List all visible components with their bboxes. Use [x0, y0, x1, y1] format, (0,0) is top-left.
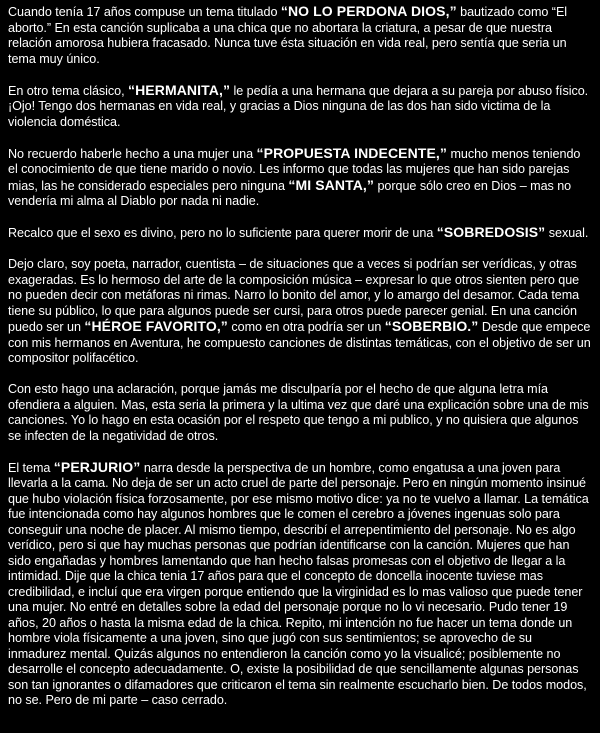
text-span: En otro tema clásico,	[8, 83, 128, 98]
song-title-perjurio: “PERJURIO”	[53, 458, 141, 475]
text-span: narra desde la perspectiva de un hombre, como engatusa a una joven para llevarla a la cama. No deja de ser un acto cruel de parte del personaje. Pero en ningún momento insinué que hubo violación física forzosamente, por ese mismo motivo dice: ya no te vuelvo a llamar. La temática fue intencionada como hay algunos hombres que le comen el cerebro a jóvenes ingenuas solo para conseguir una noche de placer. Al mismo tiempo, describí el arrepentimiento del personaje. No es algo verídico, pero si que hay muchas personas que podrían identificarse con la canción. Mujeres que han sido engañadas y hombres lamentando que han hecho falsas promesas con el objetivo de llegar a la intimidad. Dije que la chica tenia 17 años para que el concepto de doncella inocente tuviese mas credibilidad, e incluí que era virgen porque entiendo que la virginidad es lo mas valioso que puede tener una mujer. No entré en detalles sobre la edad del personaje porque no lo vi necesario. Pudo tener 19 años, 20 años o hasta la misma edad de la chica. Repito, mi intención no fue hacer un tema donde un hombre viola físicamente a una joven, sino que jugó con sus sentimientos; se aprovecho de su inmadurez mental. Quizás algunos no entendieron la canción como yo la visualicé; posiblemente no desarrolle el concepto adecuadamente. O, existe la posibilidad de que sencillamente algunas personas son tan ignorantes o difamadores que criticaron el tema sin realmente escucharlo bien. De todos modos, no se. Pero de mi parte – caso cerrado.	[8, 460, 589, 707]
song-title-sobredosis: “SOBREDOSIS”	[436, 224, 546, 240]
paragraph-7	[8, 460, 592, 709]
song-title-soberbio: “SOBERBIO.”	[384, 318, 479, 334]
text-span: El tema	[8, 460, 54, 475]
paragraph-6	[8, 382, 592, 444]
text-span: Cuando tenía 17 años compuse un tema titulado	[8, 5, 281, 19]
text-span: Desde que empece con mis hermanos en Aventura, he compuesto canciones de distintas temáticas, con el objetivo de ser un compositor polifacético.	[8, 320, 591, 365]
song-title-heroe-favorito: “HÉROE FAVORITO,”	[84, 318, 228, 334]
paragraph-4	[8, 225, 592, 242]
text-span: No recuerdo haberle hecho a una mujer una	[8, 146, 257, 161]
song-title-no-lo-perdona-dios: “NO LO PERDONA DIOS,”	[280, 3, 457, 19]
text-span: le pedía a una hermana que dejara a su pareja por abuso físico. ¡Ojo! Tengo dos hermanas en vida real, y gracias a Dios ninguna de las dos han sido victima de la violencia doméstica.	[8, 83, 589, 129]
text-span: sexual.	[545, 226, 589, 240]
paragraph-3	[8, 146, 592, 210]
text-span: Con esto hago una aclaración, porque jamás me disculparía por el hecho de que alguna letra mía ofendiera a alguien. Mas, esta seria la primera y la ultima vez que daré una explicación sobre una de mis canciones. Yo lo hago en esta ocasión por el respeto que tengo a mi publico, y no quisiera que algunos se infecten de la negatividad de otros.	[8, 382, 589, 443]
paragraph-2	[8, 83, 592, 131]
text-span: porque sólo creo en Dios – mas no vendería mi alma al Diablo por nada ni nadie.	[8, 178, 572, 208]
song-title-mi-santa: “MI SANTA,”	[288, 176, 375, 193]
song-title-hermanita: “HERMANITA,”	[128, 81, 231, 98]
text-span: Dejo claro, soy poeta, narrador, cuentista – de situaciones que a veces si podrían ser verídicas, y otras exageradas. Es lo hermoso del arte de la composición música – expresar lo que otros sienten pero que no pueden decir con metáforas ni rimas. Narro lo bonito del amor, y lo amargo del desamor. Cada tema tiene su público, lo que para algunos puede ser cursi, para otros puede parecer genial. En una canción puedo ser un	[8, 257, 580, 334]
paragraph-1	[8, 4, 592, 67]
text-span: bautizado como “El aborto.” En esta canción suplicaba a una chica que no abortara la criatura, a pesar de que nuestra relación amorosa hubiera fracasado. Nunca tuve ésta situación en vida real, pero sentía que seria un tema muy único.	[8, 5, 568, 66]
text-span: como en otra podría ser un	[227, 320, 385, 334]
text-span: mucho menos teniendo el conocimiento de que tiene marido o novio. Les informo que todas las mujeres que han sido parejas mias, las he considerado especiales pero ninguna	[8, 146, 581, 193]
paragraph-5	[8, 257, 592, 367]
text-span: Recalco que el sexo es divino, pero no lo suficiente para querer morir de una	[8, 226, 437, 240]
song-title-propuesta-indecente: “PROPUESTA INDECENTE,”	[256, 144, 447, 161]
